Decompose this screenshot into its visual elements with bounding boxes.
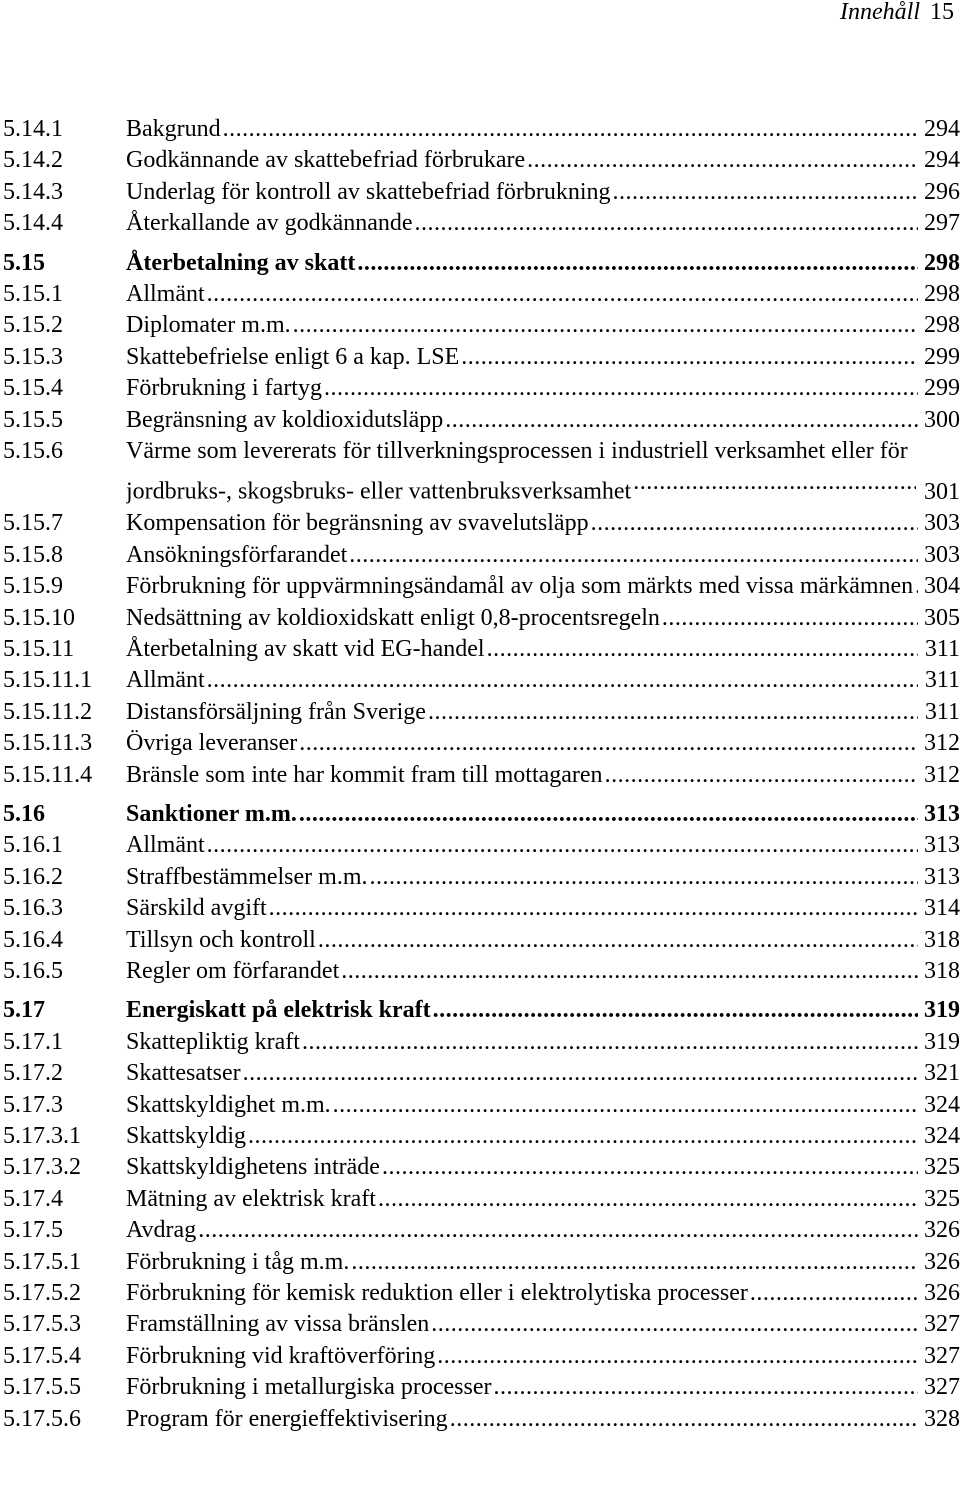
dot-leader (382, 1152, 918, 1183)
toc-entry-page: 325 (924, 1154, 960, 1181)
toc-entry-title: Skattepliktig kraft (126, 1028, 300, 1055)
toc-entry[interactable] (3, 436, 960, 508)
toc-entry-title: Diplomater m.m. (126, 312, 291, 339)
toc-entry-body (126, 177, 960, 208)
toc-entry-title: Förbrukning för kemisk reduktion eller i elektrolytiska processer (126, 1280, 748, 1307)
toc-entry-page: 305 (924, 604, 960, 631)
dot-leader (333, 1090, 918, 1121)
toc-entry-title: Distansförsäljning från Sverige (126, 698, 426, 725)
dot-leader (613, 177, 918, 208)
toc-entry-number: 5.16 (3, 800, 45, 827)
toc-entry-body (126, 1278, 960, 1309)
toc-entry-title: Övriga leveranser (126, 730, 298, 757)
dot-leader (302, 1027, 918, 1058)
toc-entry-page: 327 (924, 1342, 960, 1369)
toc-entry-page: 303 (924, 510, 960, 537)
dot-leader (437, 1341, 918, 1372)
toc-entry-page: 301 (924, 478, 960, 505)
dot-leader (207, 279, 918, 310)
dot-leader (351, 1247, 918, 1278)
toc-entry[interactable] (3, 728, 960, 759)
toc-entry-title: Skattskyldig (126, 1123, 247, 1149)
toc-entry-number: 5.15.11.4 (3, 761, 93, 788)
toc-entry-page: 304 (924, 573, 960, 600)
toc-entry-title: Skattebefrielse enligt 6 a kap. LSE (126, 343, 460, 370)
dot-leader (293, 310, 918, 341)
dot-leader (378, 1184, 918, 1215)
toc-entry[interactable] (3, 1372, 960, 1403)
toc-entry[interactable] (3, 540, 960, 571)
dot-leader (357, 248, 918, 279)
dot-leader (299, 728, 918, 759)
toc-entry[interactable] (3, 114, 960, 145)
toc-entry-body (126, 1247, 960, 1278)
dot-leader (324, 373, 918, 404)
toc-entry-page: 303 (924, 541, 960, 568)
toc-entry-page: 327 (924, 1374, 960, 1401)
dot-leader (269, 893, 918, 924)
toc-entry-body (126, 995, 960, 1026)
toc-entry-number: 5.16.1 (3, 832, 63, 859)
dot-leader (433, 995, 918, 1026)
toc-entry-number: 5.16.4 (3, 926, 63, 953)
toc-entry-title: Kompensation för begränsning av svavelutsläpp (126, 510, 589, 537)
toc-entry-number: 5.15.8 (3, 541, 63, 568)
toc-entry-body (126, 373, 960, 404)
toc-entry-page: 311 (924, 635, 960, 662)
toc-entry-number: 5.17.5.3 (3, 1311, 81, 1338)
dot-leader (445, 405, 918, 436)
toc-entry-page: 298 (924, 312, 960, 339)
dot-leader (207, 830, 918, 861)
toc-entry-page: 326 (924, 1217, 960, 1244)
dot-leader (341, 956, 918, 987)
toc-section-entry[interactable] (3, 995, 960, 1026)
dot-leader (591, 508, 918, 539)
toc-entry-body (126, 145, 960, 176)
toc-entry-number: 5.17.4 (3, 1185, 63, 1212)
toc-entry-number: 5.17.3.1 (3, 1123, 81, 1149)
toc-entry-page: 327 (924, 1311, 960, 1338)
toc-entry-body (126, 1121, 960, 1152)
dot-leader (207, 665, 918, 696)
toc-entry-body (126, 248, 960, 279)
toc-entry-number: 5.15.7 (3, 510, 63, 537)
toc-entry-title: Tillsyn och kontroll (126, 926, 316, 953)
toc-entry-title: Allmänt (126, 832, 205, 859)
toc-entry-title: Återkallande av godkännande (126, 210, 413, 237)
dot-leader (605, 760, 918, 791)
toc-entry-body (126, 728, 960, 759)
toc-entry[interactable] (3, 634, 960, 665)
dot-leader (243, 1058, 918, 1089)
toc-entry-number: 5.16.5 (3, 957, 63, 984)
toc-entry-body (126, 760, 960, 791)
toc-entry-title: Allmänt (126, 281, 205, 308)
toc-entry-body (126, 114, 960, 145)
toc-entry-body (126, 508, 960, 539)
toc-entry-body (126, 1090, 960, 1121)
dot-leader (527, 145, 918, 176)
toc-entry-number: 5.15.1 (3, 281, 63, 308)
toc-entry-title: Begränsning av koldioxidutsläpp (126, 406, 444, 433)
dot-leader (493, 1372, 918, 1403)
toc-entry-page: 326 (924, 1280, 960, 1307)
toc-entry-page: 313 (924, 832, 960, 859)
dot-leader (461, 342, 918, 373)
toc-entry-title: Förbrukning för uppvärmningsändamål av olja som märkts med vissa märkämnen (126, 573, 914, 600)
toc-section-entry[interactable] (3, 799, 960, 830)
toc-entry-body (126, 1309, 960, 1340)
toc-entry-number: 5.15.5 (3, 406, 63, 433)
toc-entry-page: 298 (924, 249, 960, 276)
toc-entry[interactable] (3, 956, 960, 987)
toc-entry-page: 325 (924, 1185, 960, 1212)
toc-entry[interactable] (3, 1152, 960, 1183)
dot-leader (198, 1215, 918, 1246)
toc-entry-page: 297 (924, 210, 960, 237)
toc-entry-body (126, 540, 960, 571)
toc-entry-title: Skattskyldighet m.m. (126, 1091, 331, 1118)
toc-entry-number: 5.17.2 (3, 1060, 63, 1087)
toc-entry[interactable] (3, 405, 960, 436)
toc-entry-page: 298 (924, 281, 960, 308)
toc-entry[interactable] (3, 925, 960, 956)
toc-entry[interactable] (3, 373, 960, 404)
dot-leader (428, 697, 918, 728)
toc-entry-number: 5.17 (3, 997, 45, 1024)
toc-entry-page: 326 (924, 1248, 960, 1275)
toc-entry-title: Regler om förfarandet (126, 957, 340, 984)
dot-leader (487, 634, 918, 665)
toc-entry-title: Program för energieffektivisering (126, 1405, 448, 1432)
toc-entry-title: Allmänt (126, 667, 205, 694)
toc-entry[interactable] (3, 862, 960, 893)
dot-leader (349, 540, 918, 571)
toc-entry-number: 5.15.11 (3, 635, 75, 662)
dot-leader (318, 925, 918, 956)
toc-entry-title: Mätning av elektrisk kraft (126, 1185, 376, 1212)
toc-entry-body (126, 830, 960, 861)
toc-entry-title: Förbrukning i fartyg (126, 375, 322, 402)
toc-entry-title: Bakgrund (126, 116, 221, 142)
toc-entry-body (126, 1404, 960, 1435)
toc-entry-number: 5.14.1 (3, 116, 63, 142)
toc-entry-title: Förbrukning i metallurgiska processer (126, 1374, 492, 1401)
toc-entry-page: 318 (924, 926, 960, 953)
dot-leader (750, 1278, 918, 1309)
toc-entry-number: 5.15.6 (3, 438, 63, 465)
toc-entry-page: 312 (924, 730, 960, 757)
toc-entry-page: 300 (924, 406, 960, 433)
toc-entry[interactable] (3, 760, 960, 791)
toc-entry-number: 5.17.5.5 (3, 1374, 81, 1401)
toc-entry-number: 5.16.2 (3, 863, 63, 890)
toc-entry-number: 5.17.1 (3, 1028, 63, 1055)
toc-entry-page: 314 (924, 895, 960, 922)
toc-entry[interactable] (3, 1309, 960, 1340)
toc-entry-number: 5.15.4 (3, 375, 63, 402)
toc-entry-body (126, 634, 960, 665)
toc-entry-page: 294 (924, 116, 960, 142)
running-header (840, 0, 954, 30)
toc-entry-page: 321 (924, 1060, 960, 1087)
toc-entry-body (126, 603, 960, 634)
toc-entry-page: 294 (924, 147, 960, 174)
toc-entry-body (126, 1184, 960, 1215)
toc-entry-number: 5.14.3 (3, 178, 63, 205)
dot-leader (662, 603, 918, 634)
toc-entry-number: 5.15.10 (3, 604, 75, 631)
toc-entry[interactable] (3, 893, 960, 924)
toc-entry[interactable] (3, 603, 960, 634)
toc-entry-number: 5.17.3 (3, 1091, 63, 1118)
toc-entry-page: 299 (924, 343, 960, 370)
toc-entry[interactable] (3, 1184, 960, 1215)
toc-entry-title: Återbetalning av skatt vid EG-handel (126, 635, 485, 662)
toc-entry[interactable] (3, 208, 960, 239)
toc-entry[interactable] (3, 145, 960, 176)
dot-leader (370, 862, 919, 893)
toc-entry-body (126, 1372, 960, 1403)
toc-entry-body (126, 665, 960, 696)
toc-entry-body (126, 1215, 960, 1246)
toc-entry-page: 312 (924, 761, 960, 788)
toc-entry-title: Nedsättning av koldioxidskatt enligt 0,8-procentsregeln (126, 604, 660, 631)
toc-entry-body (126, 342, 960, 373)
toc-entry[interactable] (3, 697, 960, 728)
toc-entry-title: Underlag för kontroll av skattebefriad förbrukning (126, 178, 611, 205)
toc-entry-number: 5.17.5.4 (3, 1342, 81, 1369)
toc-entry-body (126, 862, 960, 893)
toc-entry-number: 5.15.11.1 (3, 667, 93, 694)
toc-entry[interactable] (3, 1247, 960, 1278)
toc-entry-number: 5.15.11.2 (3, 698, 93, 725)
toc-entry-body (126, 1027, 960, 1058)
toc-entry-page: 299 (924, 375, 960, 402)
toc-entry-page: 311 (924, 667, 960, 694)
toc-entry-number: 5.17.5.1 (3, 1248, 81, 1275)
dot-leader (450, 1404, 918, 1435)
toc-entry[interactable] (3, 1278, 960, 1309)
toc-entry-number: 5.14.4 (3, 210, 63, 237)
toc-entry-number: 5.15.2 (3, 312, 63, 339)
toc-entry-page: 313 (924, 863, 960, 890)
toc-entry-number: 5.14.2 (3, 147, 63, 174)
toc-entry-title: Värme som levererats för tillverkningsprocessen i industriell verksamhet eller för jordbruks-, skogsbruks- eller vattenbruksverksamhet (126, 438, 908, 505)
toc-entry[interactable] (3, 1341, 960, 1372)
dot-leader (633, 467, 916, 498)
toc-entry-page: 296 (924, 178, 960, 205)
toc-entry[interactable] (3, 310, 960, 341)
toc-entry-body (126, 799, 960, 830)
toc-entry-number: 5.15.9 (3, 573, 63, 600)
toc-entry[interactable] (3, 342, 960, 373)
toc-entry-body (126, 1341, 960, 1372)
toc-entry[interactable] (3, 665, 960, 696)
toc-entry[interactable] (3, 1215, 960, 1246)
toc-section-entry[interactable] (3, 248, 960, 279)
toc-entry-number: 5.15.11.3 (3, 730, 93, 757)
toc-entry[interactable] (3, 279, 960, 310)
toc-entry-title: Sanktioner m.m. (126, 800, 297, 827)
toc-entry-title: Framställning av vissa bränslen (126, 1311, 430, 1338)
toc-entry-body (126, 925, 960, 956)
toc-entry-body (126, 1058, 960, 1089)
header-title: Innehåll (840, 0, 920, 25)
toc-entry-number: 5.16.3 (3, 895, 63, 922)
toc-entry[interactable] (3, 1058, 960, 1089)
toc-entry-title: Avdrag (126, 1217, 197, 1244)
toc-entry-title: Straffbestämmelser m.m. (126, 863, 368, 890)
toc-entry-title: Återbetalning av skatt (126, 249, 356, 276)
table-of-contents (3, 114, 960, 1435)
toc-entry-body (126, 310, 960, 341)
toc-entry-title: Godkännande av skattebefriad förbrukare (126, 147, 526, 174)
toc-entry[interactable] (3, 830, 960, 861)
toc-entry-body (126, 436, 960, 508)
toc-entry-page: 324 (924, 1091, 960, 1118)
toc-entry[interactable] (3, 1027, 960, 1058)
toc-entry-title: Skattesatser (126, 1060, 241, 1087)
toc-entry-page: 324 (924, 1123, 960, 1149)
toc-entry-page: 319 (924, 997, 960, 1024)
dot-leader (915, 571, 918, 602)
toc-entry-title: Förbrukning vid kraftöverföring (126, 1342, 436, 1369)
toc-entry-number: 5.15 (3, 249, 45, 276)
toc-entry-title: Särskild avgift (126, 895, 267, 922)
toc-entry-page: 318 (924, 957, 960, 984)
header-page-number: 15 (930, 0, 954, 25)
dot-leader (223, 114, 918, 145)
toc-entry-title: Förbrukning i tåg m.m. (126, 1248, 350, 1275)
toc-entry-body (126, 279, 960, 310)
toc-entry-body (126, 405, 960, 436)
toc-entry-title: Bränsle som inte har kommit fram till mottagaren (126, 761, 603, 788)
toc-entry-page: 319 (924, 1028, 960, 1055)
toc-entry[interactable] (3, 177, 960, 208)
toc-entry-title: Skattskyldighetens inträde (126, 1154, 380, 1181)
toc-entry-body (126, 956, 960, 987)
dot-leader (431, 1309, 918, 1340)
toc-entry-title: Ansökningsförfarandet (126, 541, 348, 568)
toc-entry[interactable] (3, 1090, 960, 1121)
dot-leader (415, 208, 918, 239)
toc-entry[interactable] (3, 508, 960, 539)
toc-entry-page: 313 (924, 800, 960, 827)
toc-entry-number: 5.15.3 (3, 343, 63, 370)
dot-leader (248, 1121, 918, 1152)
toc-entry-number: 5.17.5.2 (3, 1280, 81, 1307)
toc-entry-body (126, 571, 960, 602)
toc-entry-body (126, 893, 960, 924)
toc-entry-body (126, 208, 960, 239)
toc-entry-page: 328 (924, 1405, 960, 1432)
toc-entry[interactable] (3, 1404, 960, 1435)
toc-entry-body (126, 1152, 960, 1183)
toc-entry-page: 311 (924, 698, 960, 725)
toc-entry-number: 5.17.5.6 (3, 1405, 81, 1432)
toc-entry-number: 5.17.3.2 (3, 1154, 81, 1181)
toc-entry[interactable] (3, 571, 960, 602)
toc-entry[interactable] (3, 1121, 960, 1152)
toc-entry-number: 5.17.5 (3, 1217, 63, 1244)
toc-entry-title: Energiskatt på elektrisk kraft (126, 997, 431, 1024)
dot-leader (299, 799, 918, 830)
toc-entry-body (126, 697, 960, 728)
